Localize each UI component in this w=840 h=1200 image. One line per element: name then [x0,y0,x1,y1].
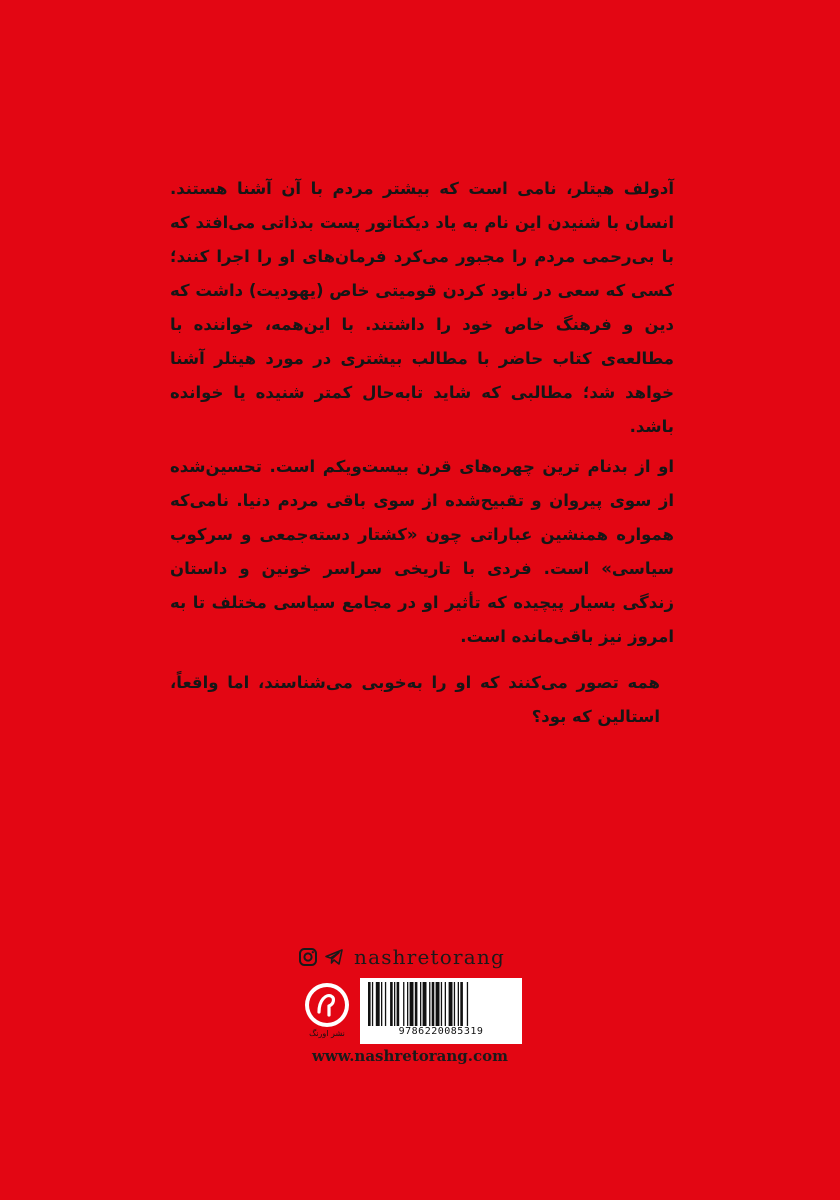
isbn-number: 9786220085319 [398,1026,484,1037]
blurb-paragraph-2: او از بدنام ترین چهره‌های قرن بیست‌ویکم است. تحسین‌شده از سوی پیروان و تقبیح‌شده از سوی باقی مردم دنیا. نامی‌که همواره همنشین عباراتی چون «کشتار دسته‌جمعی و سرکوب سیاسی» است. فردی با تاریخی سراسر خونین و داستان زندگی بسیار پیچیده که تأثیر او در مجامع سیاسی مختلف تا به امروز نیز باقی‌مانده است. [170,457,674,646]
social-handle: nashretorang [354,945,505,969]
blurb-paragraph-3: همه تصور می‌کنند که او را به‌خوبی می‌شناسند، اما واقعاً، استالین که بود؟ [170,673,660,726]
blurb-text [170,172,674,740]
social-handle-row [298,942,538,972]
publisher-logo-mark [304,982,350,1028]
publisher-website: www.nashretorang.com [311,1047,509,1065]
barcode-bars [366,982,516,1026]
blurb-paragraph-1: آدولف هیتلر، نامی است که بیشتر مردم با آن آشنا هستند. انسان با شنیدن این نام به یاد دیکتاتور پست بدذاتی می‌افتد که با بی‌رحمی مردم را مجبور می‌کرد فرمان‌های او را اجرا کنند؛ کسی که سعی در نابود کردن قومیتی خاص (یهودیت) داشت که دین و فرهنگ خاص خود را داشتند. با این‌همه، خواننده با مطالعه‌ی کتاب حاضر با مطالب بیشتری در مورد هیتلر آشنا خواهد شد؛ مطالبی که شاید تا‌به‌حال کمتر شنیده یا خوانده باشد. [169,179,674,436]
telegram-icon [324,947,344,967]
publisher-logo [302,982,352,1040]
isbn-barcode [360,978,522,1044]
instagram-icon [298,947,318,967]
publisher-logo-label: نشر اورنگ [309,1029,345,1038]
